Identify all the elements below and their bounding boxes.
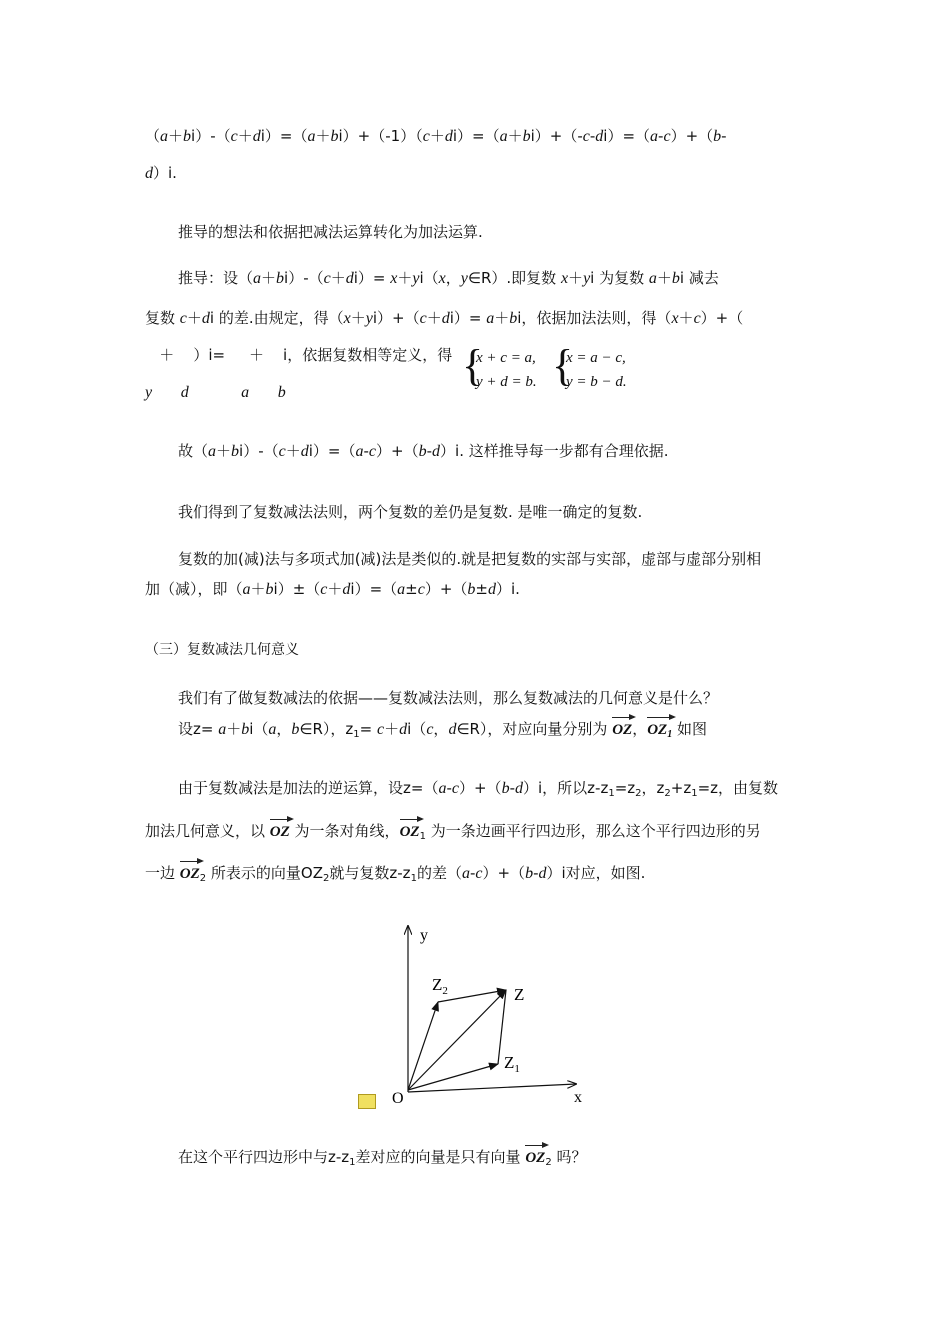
embedded-object-icon[interactable] [358, 1094, 376, 1109]
brace-right: { [552, 341, 574, 390]
vector-oz-diag: OZ [270, 818, 290, 842]
question-line: 我们有了做复数减法的依据——复数减法法则，那么复数减法的几何意义是什么？ [178, 689, 719, 707]
vector-oz-line [408, 990, 506, 1090]
analogy-line-2: 加（减），即（a＋bi）±（c＋di）=（a±c）+（b±d）i. [145, 580, 520, 598]
derivation-step-2: ＋ ）i= ＋ i，依据复数相等定义，得 [145, 346, 453, 364]
vector-oz2-edge: OZ [180, 860, 200, 884]
parallelogram-figure [360, 920, 600, 1120]
system-equations-2: x = a − c, y = b − d. [566, 350, 627, 390]
vector-setup: 设z= a＋bi（a，b∈R），$z_1= c+di(c$，d∈R），对应向量分别为 OZ，$OZ_1$ 如图 [178, 716, 707, 745]
geometry-line-3: 一边 $OZ_2$ 所表示的向量$OZ_2$就与复数$z-z_1$的差（a-c）+（b-d）i对应，如图. [145, 860, 645, 889]
derivation-step-2-vars: y d a b [145, 384, 286, 401]
vector-oz2-question: OZ [525, 1144, 545, 1168]
section-heading: （三）复数减法几何意义 [145, 642, 299, 658]
derivation-line-1: （a＋bi）-（c＋di）=（a＋bi）+（-1）（c＋di）=（a＋bi）+（-c-di）=（a-c）+（b- [145, 127, 727, 145]
closing-question: 在这个平行四边形中与$z-z_1$差对应的向量是只有向量 $OZ_2$ 吗？ [178, 1144, 586, 1173]
origin-label: O [392, 1090, 404, 1107]
vector-oz1-edge: OZ [400, 818, 420, 842]
derivation-step: 复数 c＋di 的差.由规定，得（x＋yi）+（c＋di）= a＋bi，依据加法法则，得（x＋c）+（ [145, 309, 744, 327]
vector-oz2-line [408, 1002, 438, 1090]
derivation-idea: 推导的想法和依据把减法运算转化为加法运算. [178, 223, 483, 241]
vector-oz: OZ [612, 716, 632, 740]
system-equations-1: x + c = a, y + d = b. [476, 350, 537, 390]
point-z2-label: $Z_2$ [432, 975, 448, 997]
geometry-line-1: 由于复数减法是加法的逆运算，设z=（a-c）+（b-d）i，所以$z-z_1=z_2$，$z_2+z_1=z$，由复数 [178, 779, 779, 799]
analogy-line-1: 复数的加(减)法与多项式加(减)法是类似的.就是把复数的实部与实部，虚部与虚部分别相 [178, 550, 762, 568]
y-axis-label: y [420, 927, 428, 944]
point-z-label: Z [514, 985, 525, 1004]
x-axis [408, 1084, 576, 1092]
derivation-line-2: d）i. [145, 164, 177, 182]
vector-oz1: $OZ_1$ [647, 716, 672, 745]
point-z1-label: $Z_1$ [504, 1053, 520, 1075]
derivation-setup: 推导：设（a＋bi）-（c＋di）= x＋yi（x，y∈R）.即复数 x＋yi 为复数 a＋bi 减去 [178, 269, 719, 287]
brace-left: { [462, 341, 484, 390]
subtraction-rule: 我们得到了复数减法法则，两个复数的差仍是复数. 是唯一确定的复数. [178, 503, 643, 521]
derivation-result: 故（a＋bi）-（c＋di）=（a-c）+（b-d）i. 这样推导每一步都有合理依据. [178, 442, 669, 460]
geometry-line-2: 加法几何意义，以 OZ 为一条对角线，$OZ_1$ 为一条边画平行四边形，那么这个平行四边形的另 [145, 818, 761, 847]
x-axis-label: x [574, 1089, 582, 1106]
